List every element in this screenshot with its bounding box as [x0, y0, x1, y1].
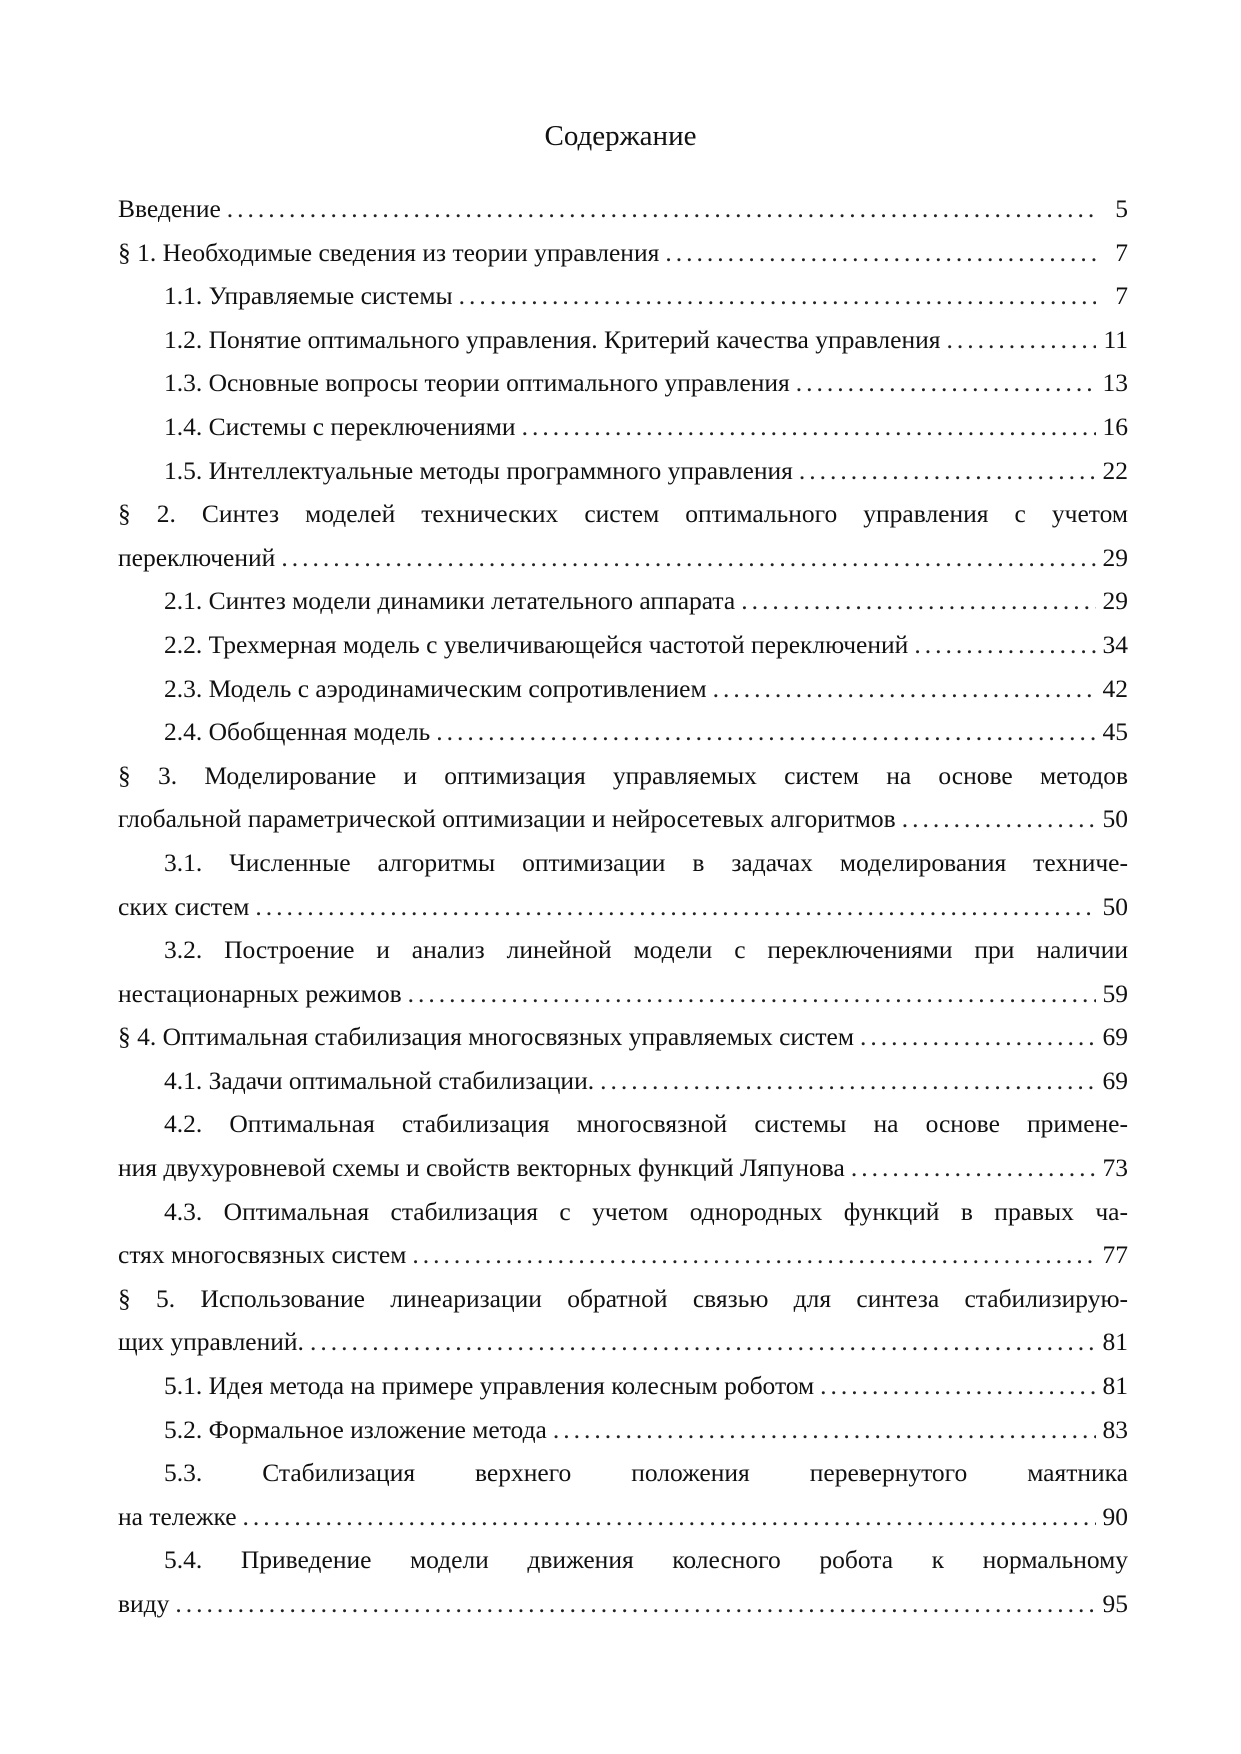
- leader-dots: [851, 1146, 1096, 1190]
- toc-entry-page: 73: [1102, 1153, 1128, 1183]
- toc-entry-title: 5.2. Формальное изложение метода: [164, 1414, 547, 1444]
- toc-entry[interactable]: [118, 754, 1128, 841]
- toc-entry[interactable]: [118, 1190, 1128, 1277]
- toc-entry[interactable]: [118, 710, 1128, 754]
- toc-entry-title-line2: на тележке: [118, 1501, 237, 1531]
- toc-entry-title-line1: 4.2. Оптимальная стабилизация многосвязной системы на основе примене-: [164, 1109, 1128, 1139]
- toc-entry-title-line1: 5.4. Приведение модели движения колесного робота к нормальному: [164, 1545, 1128, 1575]
- toc-entry-title: 2.1. Синтез модели динамики летательного аппарата: [164, 586, 736, 616]
- toc-entry-title: 1.2. Понятие оптимального управления. Критерий качества управления: [164, 324, 941, 354]
- toc-entry[interactable]: [118, 579, 1128, 623]
- toc-entry-page: 29: [1102, 586, 1128, 616]
- toc-entry-title: 1.5. Интеллектуальные методы программного управления: [164, 455, 793, 485]
- toc-entry-page: 83: [1102, 1414, 1128, 1444]
- toc-entry[interactable]: [118, 1277, 1128, 1364]
- toc-entry-title-line2: стях многосвязных систем: [118, 1240, 407, 1270]
- toc-entry-title: 2.3. Модель с аэродинамическим сопротивлением: [164, 673, 707, 703]
- leader-dots: [665, 231, 1096, 275]
- toc-entry-title-line1: § 3. Моделирование и оптимизация управляемых систем на основе методов: [118, 760, 1128, 790]
- toc-entry[interactable]: [118, 361, 1128, 405]
- toc-entry-title: 2.4. Обобщенная модель: [164, 717, 431, 747]
- toc-entry[interactable]: [118, 318, 1128, 362]
- table-of-contents: [118, 187, 1128, 1626]
- toc-entry[interactable]: [118, 405, 1128, 449]
- toc-entry-page: 7: [1115, 237, 1128, 267]
- leader-dots: [175, 1582, 1096, 1626]
- toc-entry[interactable]: [118, 667, 1128, 711]
- toc-entry-page: 11: [1103, 324, 1128, 354]
- toc-entry[interactable]: [118, 1102, 1128, 1189]
- toc-entry-title-line2: щих управлений.: [118, 1327, 304, 1357]
- toc-entry-page: 81: [1102, 1327, 1128, 1357]
- toc-entry-title-line2: виду: [118, 1589, 170, 1618]
- leader-dots: [860, 1015, 1096, 1059]
- leader-dots: [255, 885, 1096, 929]
- toc-entry-title: 5.1. Идея метода на примере управления колесным роботом: [164, 1371, 815, 1401]
- leader-dots: [310, 1320, 1096, 1364]
- leader-dots: [796, 361, 1096, 405]
- toc-entry-title: 4.1. Задачи оптимальной стабилизации.: [164, 1065, 595, 1095]
- toc-entry-title-line1: 3.1. Численные алгоритмы оптимизации в задачах моделирования техниче-: [164, 847, 1128, 877]
- toc-entry-title: 2.2. Трехмерная модель с увеличивающейся частотой переключений: [164, 629, 909, 659]
- toc-entry[interactable]: [118, 1059, 1128, 1103]
- toc-entry[interactable]: [118, 1408, 1128, 1452]
- leader-dots: [436, 710, 1096, 754]
- leader-dots: [820, 1364, 1096, 1408]
- leader-dots: [741, 579, 1096, 623]
- toc-entry[interactable]: [118, 1538, 1128, 1625]
- toc-entry[interactable]: [118, 449, 1128, 493]
- toc-entry-title: 1.4. Системы с переключениями: [164, 411, 516, 441]
- toc-entry-title-line1: 4.3. Оптимальная стабилизация с учетом однородных функций в правых ча-: [164, 1196, 1128, 1226]
- toc-entry[interactable]: [118, 187, 1128, 231]
- leader-dots: [522, 405, 1096, 449]
- toc-entry[interactable]: [118, 231, 1128, 275]
- leader-dots: [946, 318, 1096, 362]
- toc-entry-page: 29: [1102, 542, 1128, 572]
- toc-entry-title-line1: 3.2. Построение и анализ линейной модели с переключениями при наличии: [164, 935, 1128, 965]
- toc-entry[interactable]: [118, 1015, 1128, 1059]
- toc-entry-title-line1: § 5. Использование линеаризации обратной связью для синтеза стабилизирую-: [118, 1283, 1128, 1313]
- toc-entry[interactable]: [118, 492, 1128, 579]
- toc-entry[interactable]: [118, 274, 1128, 318]
- toc-entry-page: 22: [1102, 455, 1128, 485]
- toc-entry-title: 1.3. Основные вопросы теории оптимального управления: [164, 368, 790, 398]
- toc-entry-page: 5: [1115, 194, 1128, 223]
- toc-entry-page: 50: [1102, 891, 1128, 921]
- toc-entry-page: 34: [1102, 629, 1128, 659]
- leader-dots: [412, 1233, 1096, 1277]
- toc-entry[interactable]: [118, 928, 1128, 1015]
- toc-entry-page: 77: [1102, 1240, 1128, 1270]
- leader-dots: [902, 797, 1096, 841]
- toc-entry-page: 45: [1102, 717, 1128, 747]
- leader-dots: [799, 449, 1096, 493]
- leader-dots: [281, 536, 1096, 580]
- toc-entry-page: 50: [1102, 804, 1128, 834]
- toc-entry-page: 16: [1102, 411, 1128, 441]
- toc-entry-title-line1: 5.3. Стабилизация верхнего положения перевернутого маятника: [164, 1458, 1128, 1488]
- toc-entry-page: 42: [1102, 673, 1128, 703]
- leader-dots: [600, 1059, 1096, 1103]
- leader-dots: [227, 187, 1096, 231]
- leader-dots: [553, 1408, 1096, 1452]
- toc-entry-page: 13: [1102, 368, 1128, 398]
- toc-entry-title: 1.1. Управляемые системы: [164, 281, 453, 311]
- toc-entry-title: § 1. Необходимые сведения из теории управления: [118, 237, 660, 267]
- toc-entry-title-line1: § 2. Синтез моделей технических систем оптимального управления с учетом: [118, 499, 1128, 529]
- leader-dots: [459, 274, 1096, 318]
- toc-entry[interactable]: [118, 623, 1128, 667]
- leader-dots: [914, 623, 1096, 667]
- toc-entry[interactable]: [118, 1451, 1128, 1538]
- toc-entry[interactable]: [118, 841, 1128, 928]
- toc-entry-page: 95: [1102, 1589, 1128, 1618]
- leader-dots: [713, 667, 1096, 711]
- toc-entry-page: 69: [1102, 1065, 1128, 1095]
- toc-entry-title-line2: глобальной параметрической оптимизации и нейросетевых алгоритмов: [118, 804, 896, 834]
- toc-entry-title-line2: переключений: [118, 542, 276, 572]
- toc-entry-title-line2: ния двухуровневой схемы и свойств векторных функций Ляпунова: [118, 1153, 845, 1183]
- toc-entry-page: 90: [1102, 1501, 1128, 1531]
- toc-entry-page: 7: [1115, 281, 1128, 311]
- toc-entry-title: Введение: [118, 194, 221, 223]
- toc-entry-title: § 4. Оптимальная стабилизация многосвязных управляемых систем: [118, 1022, 854, 1052]
- toc-entry[interactable]: [118, 1364, 1128, 1408]
- page-title: Содержание: [544, 120, 697, 152]
- leader-dots: [408, 972, 1096, 1016]
- leader-dots: [243, 1495, 1096, 1539]
- toc-entry-page: 81: [1102, 1371, 1128, 1401]
- toc-entry-page: 69: [1102, 1022, 1128, 1052]
- toc-entry-title-line2: нестационарных режимов: [118, 978, 402, 1008]
- toc-entry-title-line2: ских систем: [118, 891, 250, 921]
- toc-entry-page: 59: [1102, 978, 1128, 1008]
